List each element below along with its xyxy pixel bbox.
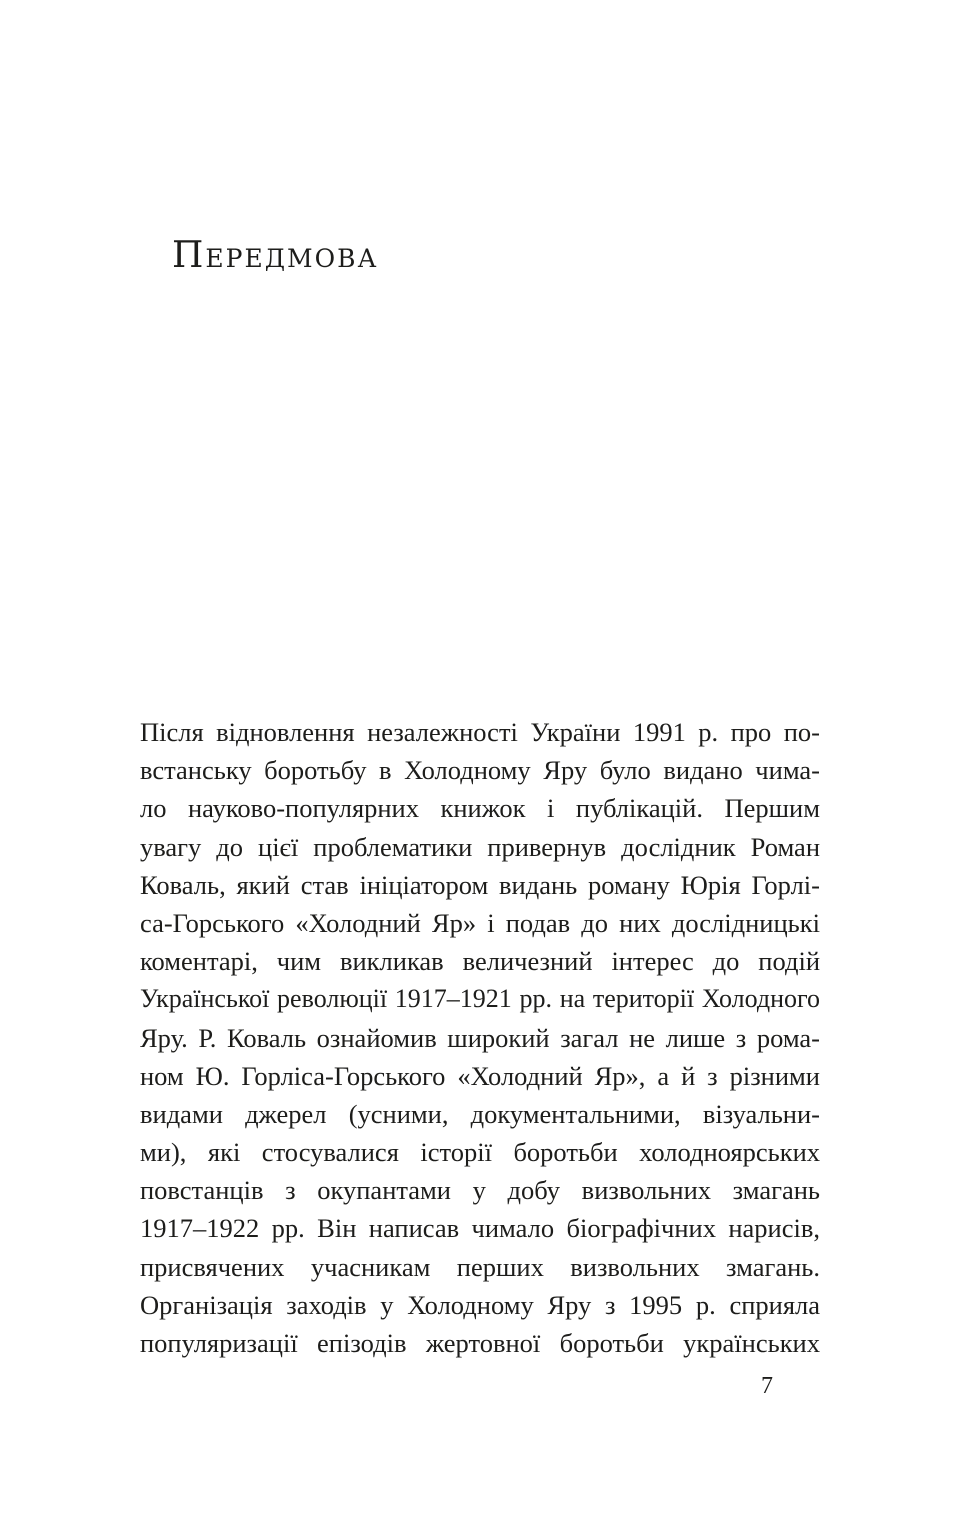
text-line: коментарі, чим викликав величезний інтерес до подій	[140, 946, 820, 977]
text-line: са-Горського «Холодний Яр» і подав до них дослідницькі	[140, 907, 820, 938]
body-paragraph	[140, 713, 820, 1362]
text-line: встанську боротьбу в Холодному Яру було видано чима-	[140, 755, 820, 786]
text-line: 1917–1922 рр. Він написав чимало біографічних нарисів,	[140, 1213, 820, 1244]
text-line: присвячених учасникам перших визвольних змагань.	[140, 1251, 820, 1282]
text-line: Організація заходів у Холодному Яру з 1995 р. сприяла	[140, 1289, 820, 1320]
text-line: ми), які стосувалися історії боротьби холодноярських	[140, 1137, 820, 1168]
text-line: видами джерел (усними, документальними, візуальни-	[140, 1098, 820, 1129]
chapter-heading: Передмова	[172, 235, 379, 276]
text-line: популяризації епізодів жертовної боротьби українських	[140, 1328, 820, 1358]
text-line: Після відновлення незалежності України 1991 р. про по-	[140, 717, 820, 747]
text-line: повстанців з окупантами у добу визвольних змагань	[140, 1175, 820, 1206]
text-line: ло науково-популярних книжок і публікацій. Першим	[140, 793, 820, 824]
text-line: увагу до цієї проблематики привернув дослідник Роман	[140, 831, 820, 862]
text-line: Яру. Р. Коваль ознайомив широкий загал не лише з рома-	[140, 1022, 820, 1053]
text-line: Коваль, який став ініціатором видань роману Юрія Горлі-	[140, 869, 820, 900]
page-number: 7	[761, 1373, 773, 1399]
text-line: Української революції 1917–1921 рр. на території Холодного	[140, 984, 820, 1014]
text-line: ном Ю. Горліса-Горського «Холодний Яр», а й з різними	[140, 1060, 820, 1091]
